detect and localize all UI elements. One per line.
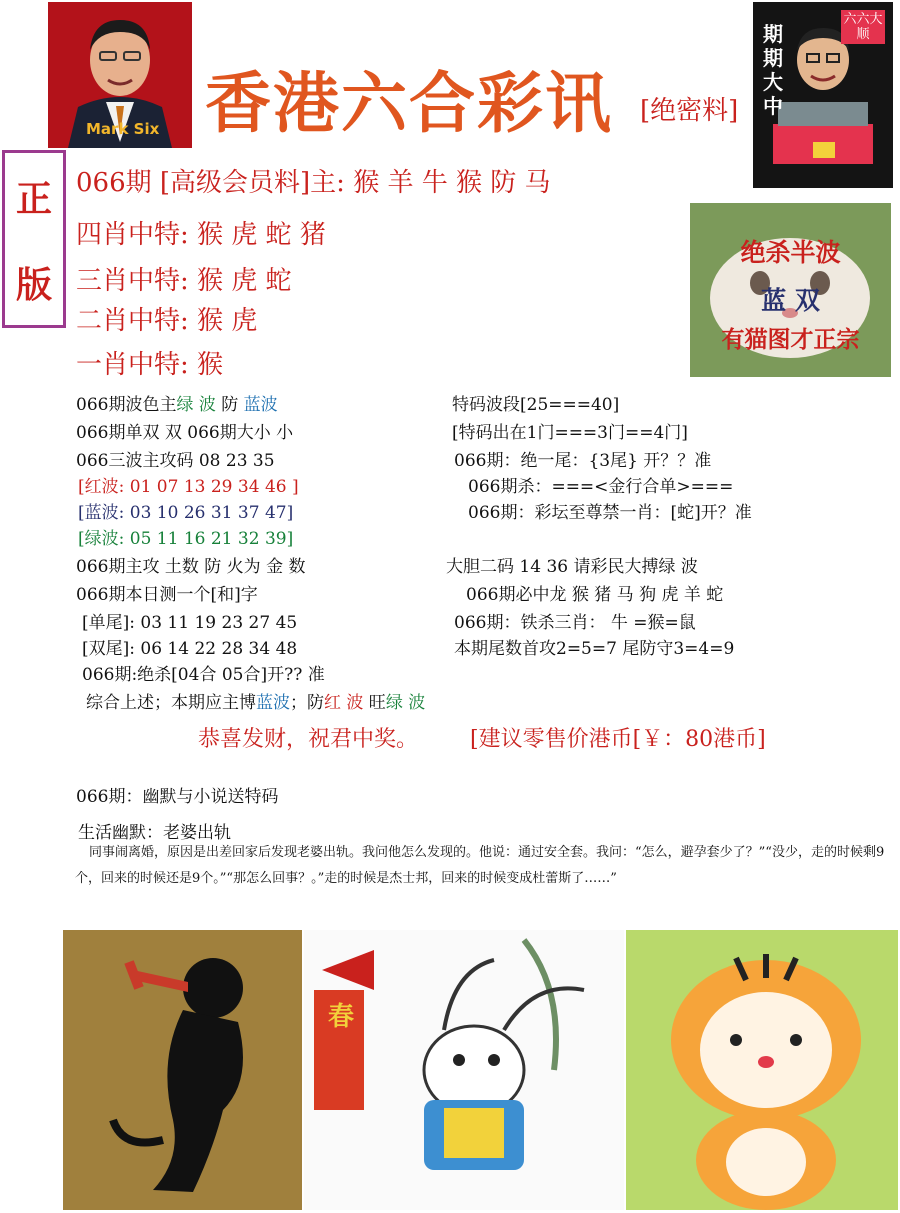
tiger-image	[626, 930, 898, 1210]
retail-price-text: [建议零售价港币[￥：80港币]	[470, 727, 766, 752]
goat-spring-label: 春	[328, 1002, 355, 1032]
cat-box-line-2: 蓝 双	[761, 286, 820, 315]
page-title: 香港六合彩讯	[205, 64, 613, 142]
special-segment-line: 特码波段[25===40]	[452, 395, 620, 415]
summary-line	[86, 688, 425, 713]
forbidden-zodiac-line: 066期：彩坛至尊禁一肖：[蛇]开？准	[468, 503, 752, 523]
main-zodiac-line: 066期 [高级会员料]主: 猴 羊 牛 猴 防 马	[76, 168, 551, 198]
iron-kill-line: 066期：铁杀三肖： 牛 =猴=鼠	[454, 613, 696, 633]
kill-combo-line: 066期:绝杀[04合 05合]开?? 准	[82, 665, 325, 685]
single-tail-line: [单尾]: 03 11 19 23 27 45	[82, 613, 298, 633]
one-tail-line: 066期：绝一尾：{3尾} 开？？准	[454, 451, 712, 471]
page-subtitle: [绝密料]	[640, 96, 739, 126]
side-tag-char-1: 正	[15, 177, 52, 220]
side-tag-char-2: 版	[15, 263, 52, 306]
monkey-image	[63, 930, 302, 1210]
goat-image	[304, 930, 624, 1210]
cat-promo-box	[690, 203, 891, 377]
main-attack-line: 066期主攻 土数 防 火为 金 数	[76, 557, 306, 577]
cartoon-mascot-image	[753, 2, 893, 188]
humor-subheading: 生活幽默：老婆出轨	[78, 823, 231, 843]
wave-color-main: 绿 波	[176, 395, 216, 415]
green-wave-numbers: [绿波: 05 11 16 21 32 39]	[78, 529, 294, 549]
blue-wave-numbers: [蓝波: 03 10 26 31 37 47]	[78, 503, 294, 523]
single-double-line: 066期单双 双 066期大小 小	[76, 423, 294, 443]
must-hit-line: 066期必中龙 猴 猪 马 狗 虎 羊 蛇	[466, 585, 724, 605]
special-door-line: [特码出在1门===3门==4门]	[452, 423, 688, 443]
tail-attack-line: 本期尾数首攻2=5=7 尾防守3=4=9	[454, 639, 735, 659]
four-zodiac-line: 四肖中特: 猴 虎 蛇 猪	[76, 220, 326, 250]
two-zodiac-line: 二肖中特: 猴 虎	[76, 306, 258, 336]
summary-text: 综合上述；本期应主博	[86, 693, 256, 713]
kill-element-line: 066期杀：===<金行合单>===	[468, 477, 734, 497]
summary-main-wave: 蓝波	[256, 693, 290, 713]
day-word-line: 066期本日测一个[和]字	[76, 585, 258, 605]
double-tail-line: [双尾]: 06 14 22 28 34 48	[82, 639, 298, 659]
three-zodiac-line: 三肖中特: 猴 虎 蛇	[76, 266, 292, 296]
wave-color-guard-label: 防	[215, 395, 244, 415]
host-photo	[48, 2, 192, 148]
summary-boost-label: 旺	[363, 693, 386, 713]
humor-body: 同事闹离婚，原因是出差回家后发现老婆出轨。我问他怎么发现的。他说：通过安全套。我问：“怎么，避孕套少了？”“没少，走的时候剩9个，回来的时候还是9个。”“那怎么回事？。”走的时候是杰士邦，回来的时候变成杜蕾斯了……”	[75, 845, 885, 886]
cat-box-line-3: 有猫图才正宗	[721, 326, 860, 353]
summary-guard-label: ；防	[290, 693, 324, 713]
wave-color-line	[76, 390, 278, 415]
summary-guard-wave: 红 波	[324, 693, 364, 713]
mascot-badge-text: 六六大顺	[843, 12, 883, 42]
wave-color-guard: 蓝波	[243, 395, 278, 415]
mark-six-logo-text: Mark Six	[86, 120, 160, 138]
wave-color-label: 066期波色主	[76, 395, 177, 415]
authentic-edition-tag	[2, 150, 66, 328]
summary-boost-wave: 绿 波	[385, 693, 426, 713]
three-wave-line: 066三波主攻码 08 23 35	[76, 451, 275, 471]
cat-box-line-1: 绝杀半波	[740, 238, 841, 267]
one-zodiac-line: 一肖中特: 猴	[76, 350, 224, 380]
congrats-text: 恭喜发财，祝君中奖。	[198, 727, 419, 752]
red-wave-numbers: [红波: 01 07 13 29 34 46 ]	[78, 477, 299, 497]
mascot-vertical-label: 期期大中	[763, 22, 783, 118]
humor-heading: 066期：幽默与小说送特码	[76, 787, 279, 807]
bold-two-numbers-line: 大胆二码 14 36 请彩民大搏绿 波	[446, 557, 698, 577]
